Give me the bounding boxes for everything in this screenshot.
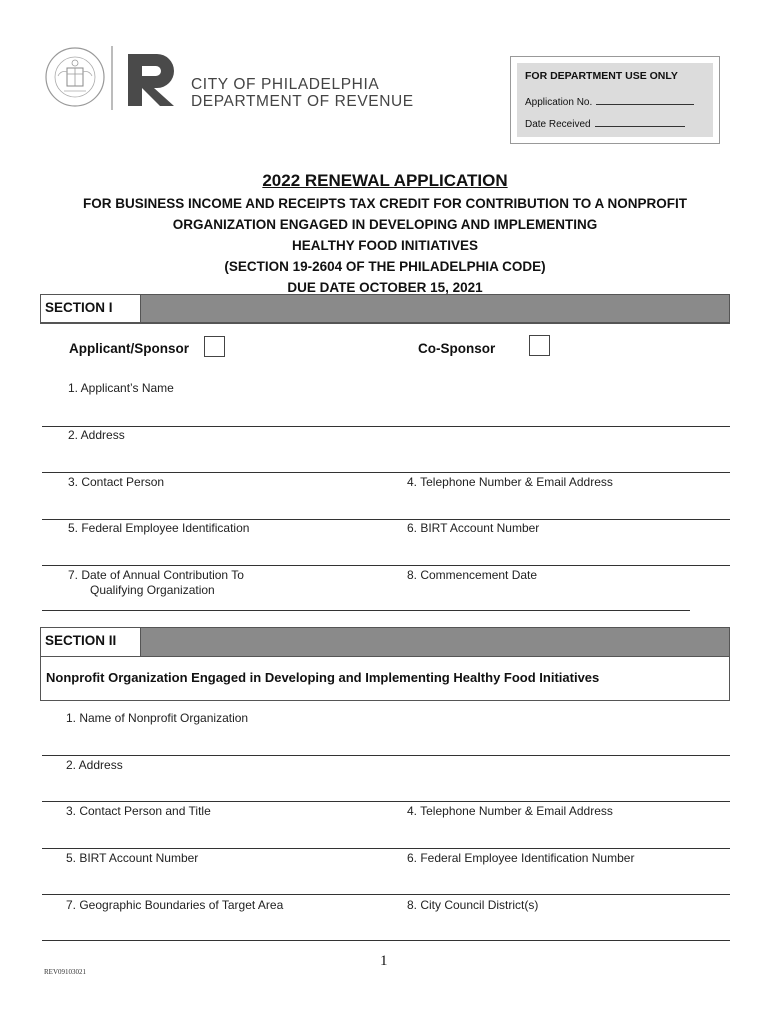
section2-label: SECTION II <box>41 628 141 656</box>
date-received-label: Date Received <box>525 119 591 130</box>
application-no-label: Application No. <box>525 97 593 108</box>
nonprofit-birt-label: 5. BIRT Account Number <box>66 851 199 865</box>
section2-heading-box <box>40 655 730 701</box>
org-name-line1: CITY OF PHILADELPHIA <box>191 76 380 93</box>
subtitle-line1: FOR BUSINESS INCOME AND RECEIPTS TAX CREDIT FOR CONTRIBUTION TO A NONPROFIT <box>82 196 687 211</box>
subtitle-line4: (SECTION 19-2604 OF THE PHILADELPHIA CODE) <box>224 259 546 274</box>
page-title: 2022 RENEWAL APPLICATION <box>262 171 508 190</box>
annual-contribution-date-label: 7. Date of Annual Contribution To <box>68 568 244 582</box>
council-district-label: 8. City Council District(s) <box>407 898 539 912</box>
nonprofit-name-field[interactable] <box>42 755 730 756</box>
boundaries-district-field[interactable] <box>42 940 730 941</box>
application-no-field[interactable] <box>596 95 694 105</box>
nonprofit-address-label: 2. Address <box>66 758 123 772</box>
nonprofit-telephone-email-label: 4. Telephone Number & Email Address <box>407 804 613 818</box>
section1-label: SECTION I <box>41 295 141 323</box>
department-use-title: FOR DEPARTMENT USE ONLY <box>525 70 678 82</box>
commencement-date-label: 8. Commencement Date <box>407 568 538 582</box>
birt-account-label: 6. BIRT Account Number <box>407 521 540 535</box>
annual-contribution-date-label-cont: Qualifying Organization <box>90 583 215 597</box>
date-received-row <box>525 117 685 130</box>
date-received-field[interactable] <box>595 117 685 127</box>
section2-bar <box>40 627 730 657</box>
federal-id-label: 5. Federal Employee Identification <box>68 521 250 535</box>
form-code: REV09103021 <box>44 968 86 976</box>
telephone-email-label: 4. Telephone Number & Email Address <box>407 475 613 489</box>
section1-bar <box>40 294 730 324</box>
subtitle-line3: HEALTHY FOOD INITIATIVES <box>291 238 478 253</box>
due-date: DUE DATE OCTOBER 15, 2021 <box>287 280 483 295</box>
nonprofit-name-label: 1. Name of Nonprofit Organization <box>66 711 249 725</box>
contribution-commencement-field[interactable] <box>42 610 690 611</box>
applicant-name-field[interactable] <box>42 426 730 427</box>
address-field[interactable] <box>42 472 730 473</box>
applicant-sponsor-label: Applicant/Sponsor <box>69 341 190 356</box>
co-sponsor-label: Co-Sponsor <box>418 341 496 356</box>
section1-shade <box>141 295 729 323</box>
section2-shade <box>141 628 729 656</box>
section1-bar-bottom <box>40 322 730 323</box>
contact-person-title-label: 3. Contact Person and Title <box>66 804 211 818</box>
city-seal-icon <box>44 46 106 108</box>
department-use-box <box>510 56 720 144</box>
nonprofit-contact-field[interactable] <box>42 848 730 849</box>
nonprofit-federal-id-label: 6. Federal Employee Identification Number <box>407 851 635 865</box>
page-number: 1 <box>380 953 388 969</box>
federal-id-birt-field[interactable] <box>42 565 730 566</box>
co-sponsor-checkbox[interactable] <box>529 335 550 356</box>
applicant-sponsor-checkbox[interactable] <box>204 336 225 357</box>
header-divider <box>111 46 113 110</box>
nonprofit-birt-fein-field[interactable] <box>42 894 730 895</box>
org-name-line2: DEPARTMENT OF REVENUE <box>191 93 414 110</box>
subtitle-line2: ORGANIZATION ENGAGED IN DEVELOPING AND IMPLEMENTING <box>172 217 598 232</box>
revenue-r-logo-icon <box>124 50 180 108</box>
contact-person-label: 3. Contact Person <box>68 475 165 489</box>
geographic-boundaries-label: 7. Geographic Boundaries of Target Area <box>66 898 284 912</box>
contact-telephone-field[interactable] <box>42 519 730 520</box>
applicant-name-label: 1. Applicant’s Name <box>68 381 174 395</box>
nonprofit-address-field[interactable] <box>42 801 730 802</box>
application-no-row <box>525 95 694 108</box>
section2-heading: Nonprofit Organization Engaged in Developing and Implementing Healthy Food Initiatives <box>46 670 600 685</box>
address-label: 2. Address <box>68 428 125 442</box>
